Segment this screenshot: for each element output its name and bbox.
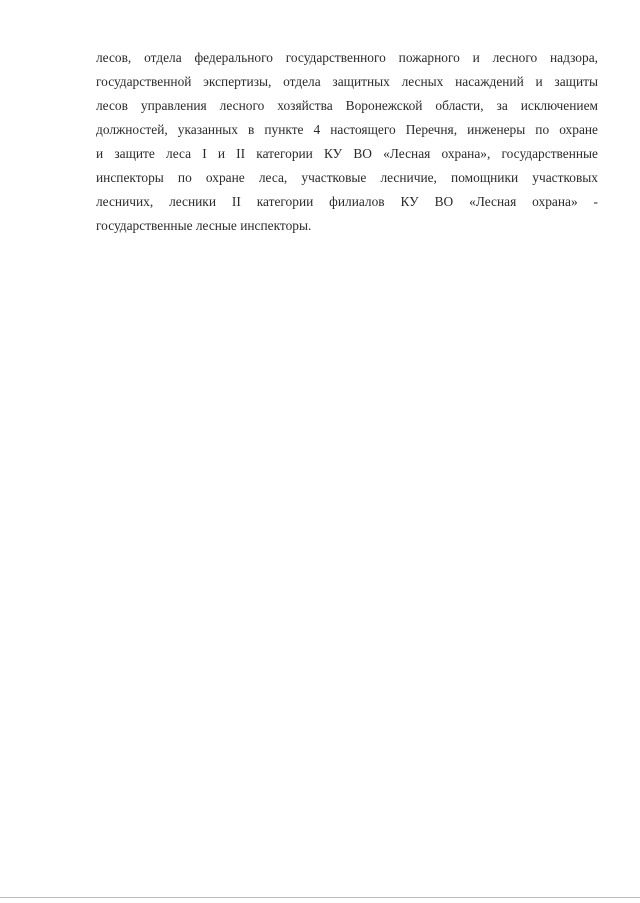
text-line: инспекторы по охране леса, участковые лесничие, помощники участковых [96,170,598,185]
paragraph-text [96,46,598,238]
text-line: и защите леса I и II категории КУ ВО «Лесная охрана», государственные [96,146,598,161]
page-bottom-edge [0,897,640,898]
text-line: государственные лесные инспекторы. [96,218,312,233]
text-line: лесов, отдела федерального государственного пожарного и лесного надзора, [96,50,598,65]
text-line: должностей, указанных в пункте 4 настоящего Перечня, инженеры по охране [96,122,598,137]
text-line: государственной экспертизы, отдела защитных лесных насаждений и защиты [96,74,598,89]
text-line: лесничих, лесники II категории филиалов КУ ВО «Лесная охрана» - [96,194,598,209]
text-line: лесов управления лесного хозяйства Воронежской области, за исключением [96,98,598,113]
